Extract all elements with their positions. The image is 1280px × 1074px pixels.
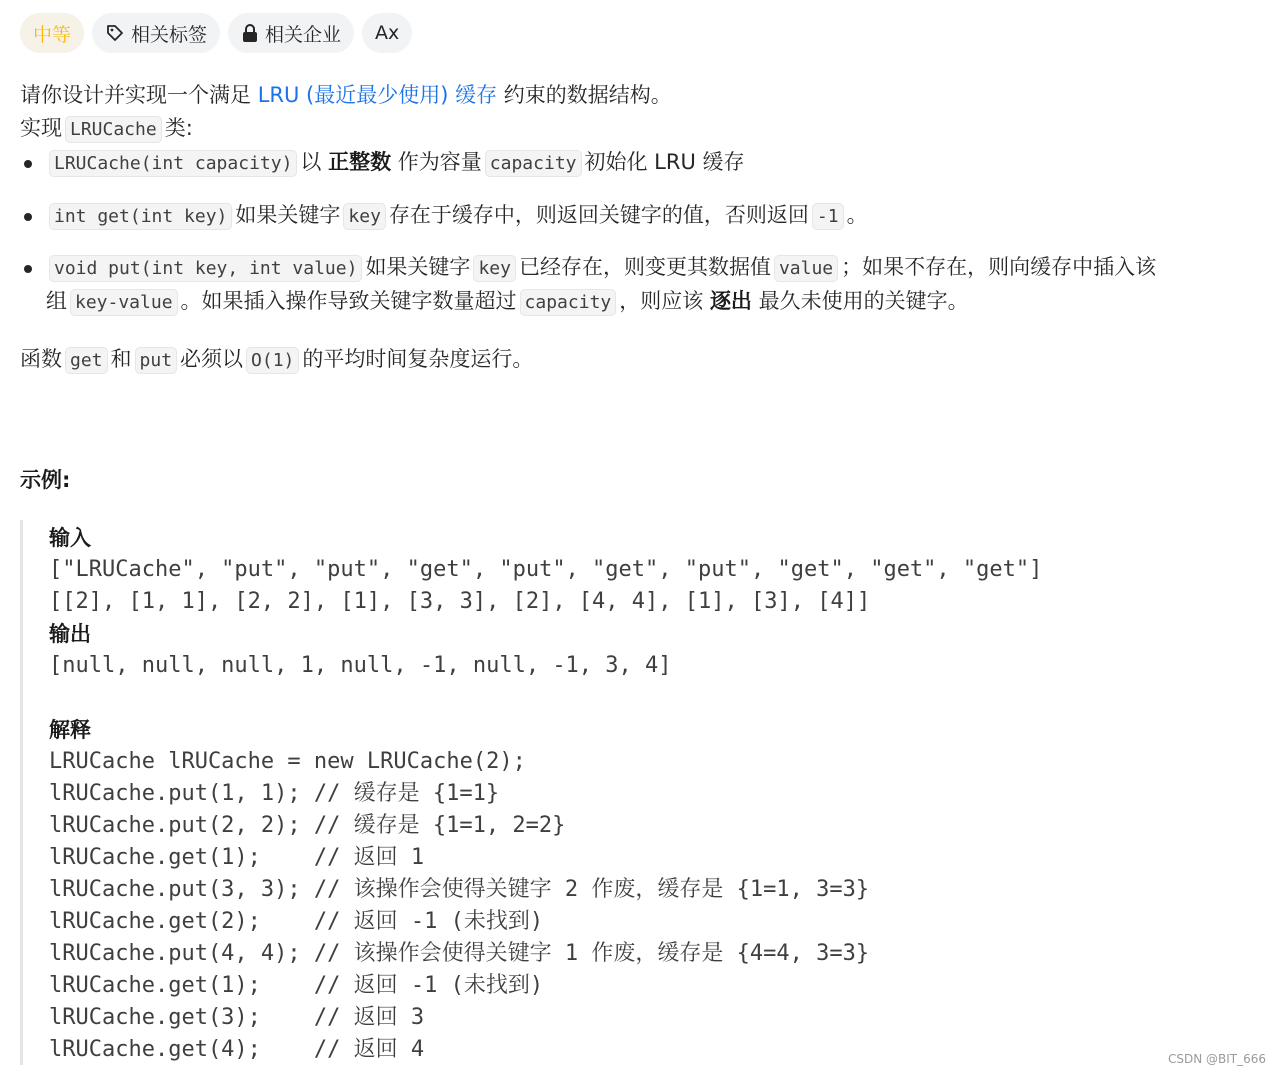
class-text-end: 类: [164, 116, 193, 140]
list-item-constructor [46, 145, 745, 181]
related-tags-label: 相关标签 [131, 23, 208, 46]
text: 函数 [20, 347, 62, 371]
related-tags-button[interactable] [92, 13, 220, 53]
inline-code: void put(int key, int value) [49, 255, 362, 282]
explain-line: lRUCache.put(3, 3); // 该操作会使得关键字 2 作废，缓存是 {1=1, 3=3} [49, 877, 870, 902]
related-companies-label: 相关企业 [265, 23, 342, 46]
inline-code: value [774, 255, 838, 282]
example-block [49, 522, 1042, 1066]
text: 以 [300, 150, 322, 174]
text: 如果关键字 [365, 255, 471, 279]
translate-icon: Ax [375, 22, 400, 44]
class-paragraph [20, 113, 193, 145]
inline-code: LRUCache [65, 116, 162, 143]
list-item-put-cont [46, 284, 969, 320]
explain-line: lRUCache.get(4); // 返回 4 [49, 1037, 425, 1062]
output-label: 输出 [49, 622, 91, 646]
list-item-put [46, 250, 1156, 286]
text: ；如果不存在，则向缓存中插入该 [841, 255, 1157, 279]
bold-text: 逐出 [709, 289, 752, 313]
example-quote-bar [20, 520, 23, 1065]
explain-line: lRUCache.get(3); // 返回 3 [49, 1005, 425, 1030]
text: ，则应该 [619, 289, 704, 313]
explain-line: lRUCache.put(1, 1); // 缓存是 {1=1} [49, 781, 500, 806]
intro-text-end: 约束的数据结构。 [503, 83, 672, 107]
text: 的平均时间复杂度运行。 [302, 347, 534, 371]
text: 最久未使用的关键字。 [758, 289, 969, 313]
bold-text: 正整数 [328, 150, 392, 174]
bullet-dot [24, 160, 32, 168]
inline-code: get [65, 347, 108, 374]
difficulty-badge[interactable] [20, 13, 84, 53]
text: 初始化 LRU 缓存 [584, 150, 745, 174]
intro-text: 请你设计并实现一个满足 [20, 83, 251, 107]
text: 。如果插入操作导致关键字数量超过 [180, 289, 517, 313]
inline-code: capacity [520, 289, 617, 316]
text: 和 [110, 347, 132, 371]
inline-code: put [135, 347, 178, 374]
inline-code: O(1) [246, 347, 299, 374]
list-item-get [46, 198, 868, 234]
explain-line: LRUCache lRUCache = new LRUCache(2); [49, 749, 526, 774]
explain-line: lRUCache.get(2); // 返回 -1 (未找到) [49, 909, 544, 934]
spacer [49, 682, 1042, 714]
example-title: 示例: [20, 468, 71, 492]
output-line: [null, null, null, 1, null, -1, null, -1, 3, 4] [49, 653, 672, 678]
tag-bar [20, 13, 412, 53]
text: 已经存在，则变更其数据值 [518, 255, 771, 279]
input-line: ["LRUCache", "put", "put", "get", "put", "get", "put", "get", "get", "get"] [49, 557, 1043, 582]
difficulty-label: 中等 [33, 23, 72, 46]
explain-line: lRUCache.put(2, 2); // 缓存是 {1=1, 2=2} [49, 813, 566, 838]
input-label: 输入 [49, 526, 91, 550]
font-toggle-button[interactable] [362, 13, 412, 53]
inline-code: key [473, 255, 516, 282]
bullet-dot [24, 265, 32, 273]
text: 。 [846, 203, 868, 227]
input-line: [[2], [1, 1], [2, 2], [1], [3, 3], [2], [4, 4], [1], [3], [4]] [49, 589, 871, 614]
watermark: CSDN @BIT_666 [1167, 1052, 1266, 1066]
lru-link[interactable]: LRU (最近最少使用) 缓存 [257, 83, 498, 107]
complexity-paragraph [20, 344, 533, 376]
explain-line: lRUCache.get(1); // 返回 1 [49, 845, 425, 870]
tag-icon [105, 23, 125, 43]
inline-code: -1 [812, 203, 844, 230]
inline-code: key-value [70, 289, 178, 316]
explain-label: 解释 [49, 718, 91, 742]
explain-line: lRUCache.put(4, 4); // 该操作会使得关键字 1 作废，缓存是 {4=4, 3=3} [49, 941, 870, 966]
text: 必须以 [180, 347, 244, 371]
text: 如果关键字 [235, 203, 341, 227]
inline-code: LRUCache(int capacity) [49, 150, 297, 177]
inline-code: int get(int key) [49, 203, 232, 230]
class-text: 实现 [20, 116, 62, 140]
lock-icon [241, 23, 259, 43]
inline-code: capacity [485, 150, 582, 177]
text: 作为容量 [397, 150, 482, 174]
inline-code: key [343, 203, 386, 230]
bullet-dot [24, 213, 32, 221]
explain-line: lRUCache.get(1); // 返回 -1 (未找到) [49, 973, 544, 998]
text: 组 [46, 289, 67, 313]
intro-paragraph [20, 80, 672, 110]
related-companies-button[interactable] [228, 13, 354, 53]
text: 存在于缓存中，则返回关键字的值，否则返回 [388, 203, 809, 227]
